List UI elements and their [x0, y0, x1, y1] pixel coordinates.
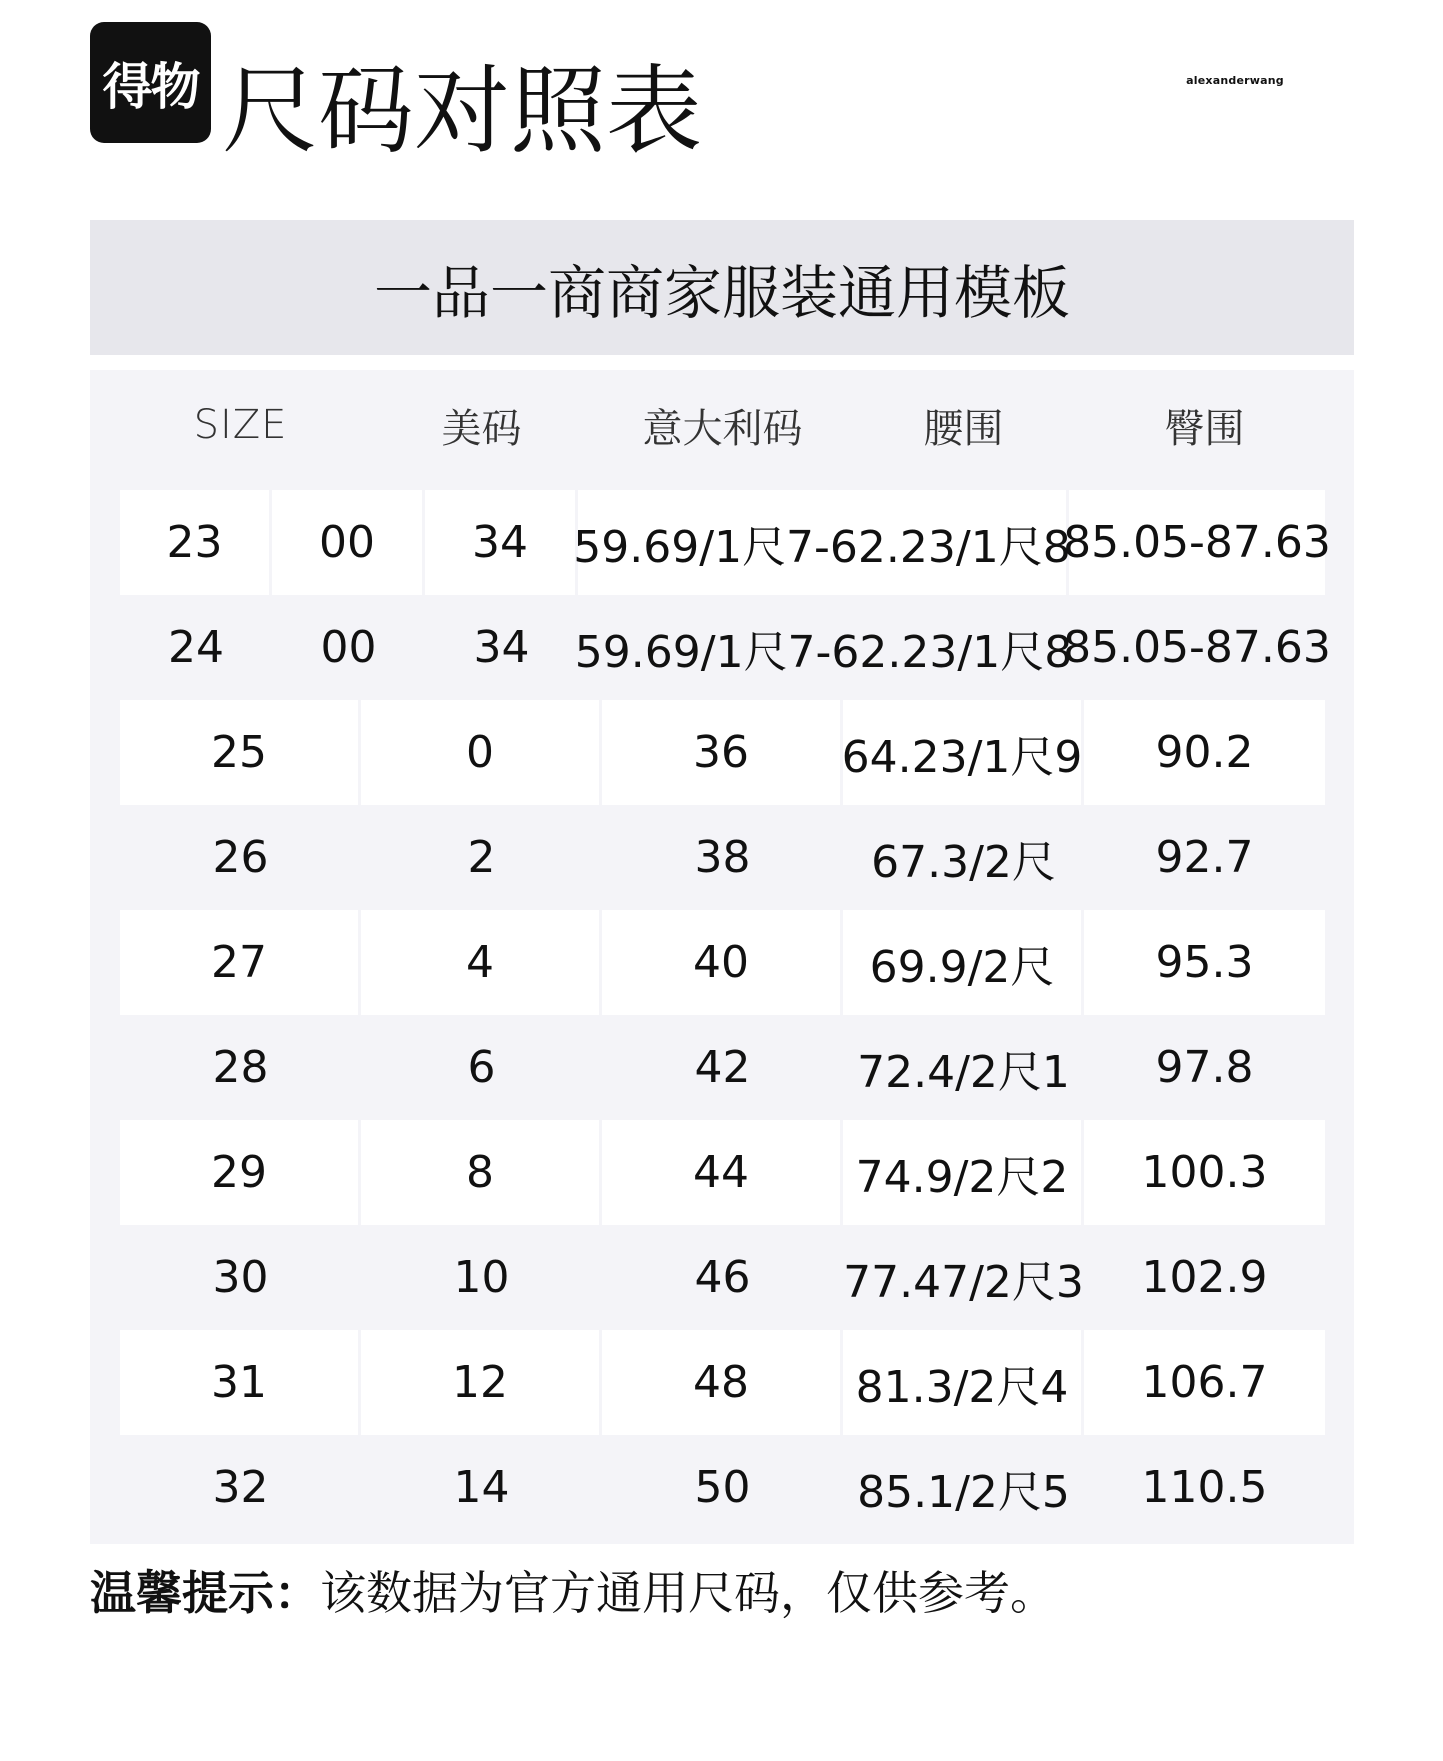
- cell-italy-size: 40: [602, 910, 843, 1015]
- dewu-logo: [90, 22, 211, 143]
- table-row: [120, 1120, 1325, 1225]
- cell-waist: 74.9/2尺2: [843, 1120, 1084, 1225]
- header-us-size: 美码: [441, 405, 522, 452]
- table-row: [120, 910, 1325, 1015]
- cell-italy-size: 34: [473, 622, 530, 673]
- cell-size: 29: [120, 1120, 361, 1225]
- cell-size: 31: [120, 1330, 361, 1435]
- table-row: [120, 1225, 1325, 1330]
- table-row: [120, 490, 1331, 595]
- cell-size: 27: [120, 910, 361, 1015]
- cell-us-size: 00: [272, 490, 425, 595]
- cell-italy-size: 38: [694, 832, 751, 883]
- cell-waist: 85.1/2尺5: [857, 1466, 1070, 1518]
- cell-us-size: 10: [453, 1252, 510, 1303]
- cell-hip: 102.9: [1141, 1252, 1268, 1303]
- cell-size: 23: [120, 490, 272, 595]
- cell-hip: 97.8: [1155, 1042, 1254, 1093]
- cell-italy-size: 48: [602, 1330, 843, 1435]
- cell-waist: 64.23/1尺9: [843, 700, 1084, 805]
- cell-size: 28: [212, 1042, 269, 1093]
- logo-text: 得物: [102, 57, 199, 116]
- cell-hip: 92.7: [1155, 832, 1254, 883]
- table-row: [120, 805, 1325, 910]
- cell-italy-size: 50: [694, 1462, 751, 1513]
- cell-us-size: 12: [361, 1330, 602, 1435]
- table-row: [120, 1330, 1325, 1435]
- cell-waist: 69.9/2尺: [843, 910, 1084, 1015]
- cell-hip: 85.05-87.63: [1063, 622, 1331, 673]
- cell-us-size: 6: [467, 1042, 496, 1093]
- header-hip: 臀围: [1164, 405, 1245, 452]
- size-table: [90, 370, 1354, 1544]
- header-waist: 腰围: [923, 405, 1004, 452]
- table-row: [120, 595, 1331, 700]
- cell-us-size: 14: [453, 1462, 510, 1513]
- table-header-row: [120, 370, 1325, 480]
- header-size: SIZE: [193, 402, 288, 448]
- cell-italy-size: 36: [602, 700, 843, 805]
- cell-italy-size: 34: [425, 490, 578, 595]
- cell-hip: 110.5: [1141, 1462, 1268, 1513]
- cell-italy-size: 44: [602, 1120, 843, 1225]
- cell-size: 30: [212, 1252, 269, 1303]
- tip-note: [90, 1560, 1056, 1626]
- cell-size: 26: [212, 832, 269, 883]
- cell-us-size: 00: [320, 622, 377, 673]
- cell-waist: 72.4/2尺1: [857, 1046, 1070, 1098]
- template-banner: 一品一商商家服装通用模板: [90, 220, 1354, 355]
- cell-waist: 59.69/1尺7-62.23/1尺8: [578, 490, 1069, 595]
- cell-hip: 106.7: [1141, 1357, 1268, 1408]
- cell-us-size: 2: [467, 832, 496, 883]
- table-row: [120, 1435, 1325, 1540]
- cell-hip: 95.3: [1155, 937, 1254, 988]
- cell-size: 24: [168, 622, 224, 673]
- table-row: [120, 700, 1325, 805]
- brand-name: alexanderwang: [1186, 74, 1284, 87]
- table-row: [120, 1015, 1325, 1120]
- cell-waist: 67.3/2尺: [871, 836, 1056, 888]
- tip-text: 该数据为官方通用尺码，仅供参考。: [320, 1566, 1056, 1620]
- cell-us-size: 8: [361, 1120, 602, 1225]
- cell-waist: 81.3/2尺4: [843, 1330, 1084, 1435]
- cell-waist: 77.47/2尺3: [843, 1256, 1084, 1308]
- cell-italy-size: 46: [694, 1252, 751, 1303]
- cell-us-size: 0: [361, 700, 602, 805]
- cell-us-size: 4: [361, 910, 602, 1015]
- page-title: 尺码对照表: [222, 55, 702, 167]
- cell-size: 25: [120, 700, 361, 805]
- cell-italy-size: 42: [694, 1042, 751, 1093]
- cell-hip: 90.2: [1155, 727, 1254, 778]
- cell-waist: 59.69/1尺7-62.23/1尺8: [574, 626, 1073, 678]
- tip-label: 温馨提示：: [90, 1566, 320, 1620]
- cell-hip: 85.05-87.63: [1063, 517, 1331, 568]
- header-italy-size: 意大利码: [642, 405, 803, 452]
- cell-hip: 100.3: [1141, 1147, 1268, 1198]
- cell-size: 32: [212, 1462, 269, 1513]
